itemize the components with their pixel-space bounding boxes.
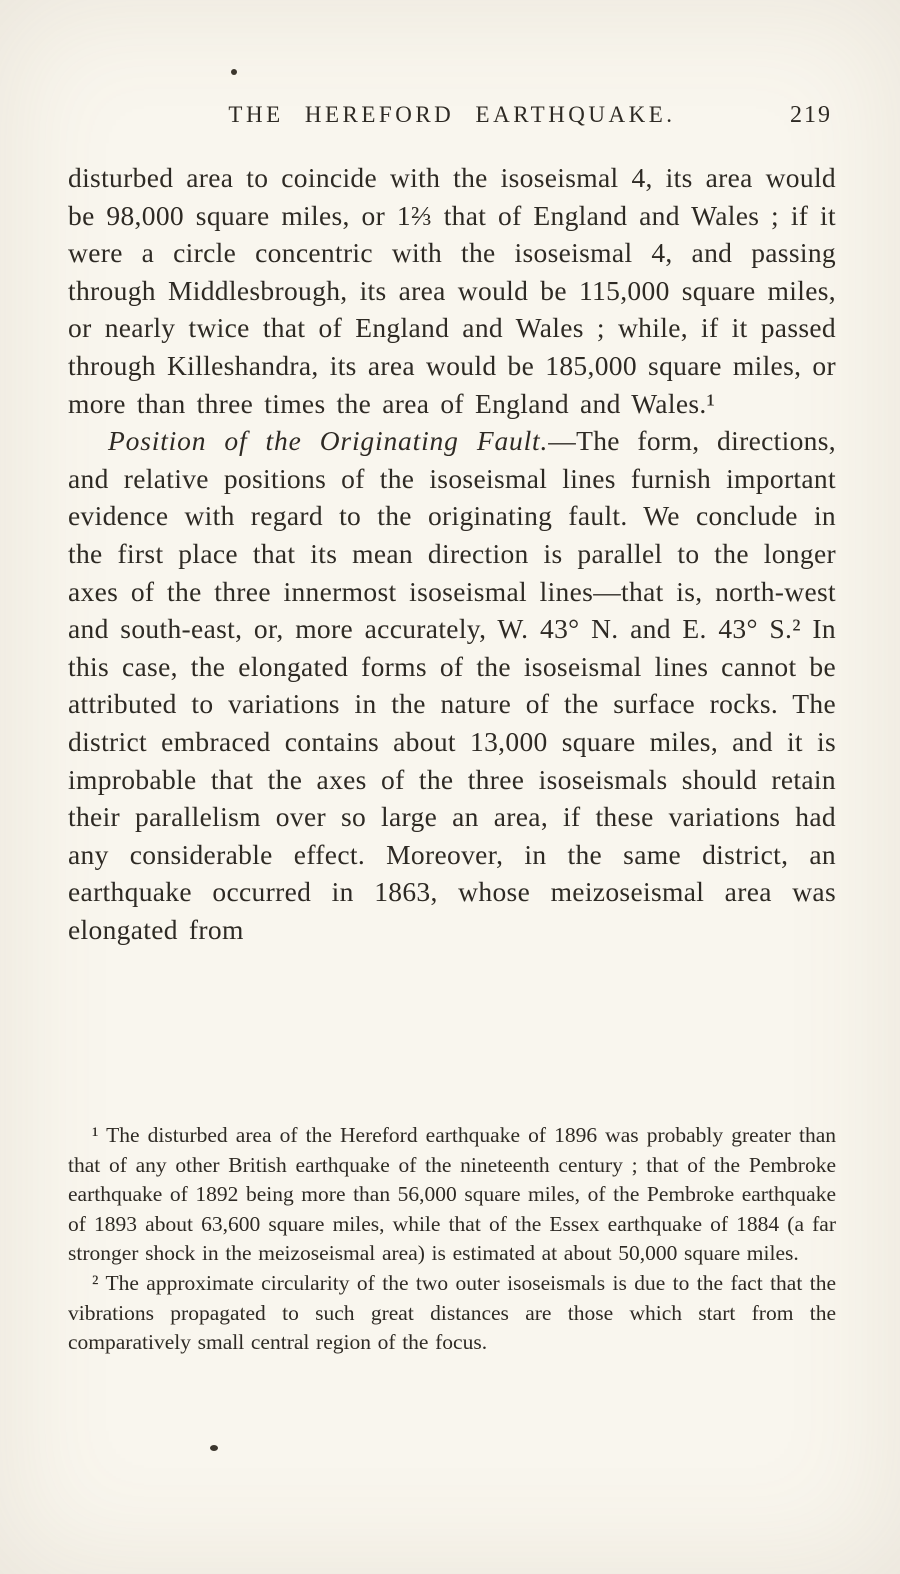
- page-header: [68, 102, 836, 134]
- running-title: THE HEREFORD EARTHQUAKE.: [228, 102, 676, 127]
- page-number: 219: [790, 102, 832, 128]
- footnotes-section: [68, 1121, 836, 1358]
- ink-speck-top: [231, 69, 237, 75]
- paragraph-originating-fault: [68, 422, 836, 948]
- footnote-2: ² The approximate circularity of the two outer isoseismals is due to the fact that the vibrations propagated to such great distances are those which start from the comparatively small central region of the focus.: [68, 1270, 836, 1355]
- paragraph-continuation: disturbed area to coincide with the isoseismal 4, its area would be 98,000 square miles, or 1⅔ that of England and Wales ; if it were a circle concentric with the isoseismal 4, and passing through Middlesbrough, its area would be 115,000 square miles, or nearly twice that of England and Wales ; while, if it passed through Killeshandra, its area would be 185,000 square miles, or more than three times the area of England and Wales.¹: [68, 162, 836, 419]
- paragraph-italic-lead: Position of the Originating Fault.: [108, 425, 549, 457]
- paragraph-body-text: —The form, directions, and relative positions of the isoseismal lines furnish important evidence with regard to the originating fault. We conclude in the first place that its mean direction is parallel to the longer axes of the three innermost isoseismal lines—that is, north-west and south-east, or, more accurately, W. 43° N. and E. 43° S.² In this case, the elongated forms of the isoseismal lines cannot be attributed to variations in the nature of the surface rocks. The district embraced contains about 13,000 square miles, and it is improbable that the axes of the three isoseismals should retain their parallelism over so large an area, if these variations had any considerable effect. Moreover, in the same district, an earthquake occurred in 1863, whose meizoseismal area was elongated from: [68, 425, 836, 945]
- ink-speck-bottom: [210, 1445, 218, 1451]
- page-body: [68, 159, 836, 948]
- footnote-1: ¹ The disturbed area of the Hereford earthquake of 1896 was probably greater than that of any other British earthquake of the nineteenth century ; that of the Pembroke earthquake of 1892 being more than 56,000 square miles, of the Pembroke earthquake of 1893 about 63,600 square miles, while that of the Essex earthquake of 1884 (a far stronger shock in the meizoseismal area) is estimated at about 50,000 square miles.: [68, 1123, 836, 1266]
